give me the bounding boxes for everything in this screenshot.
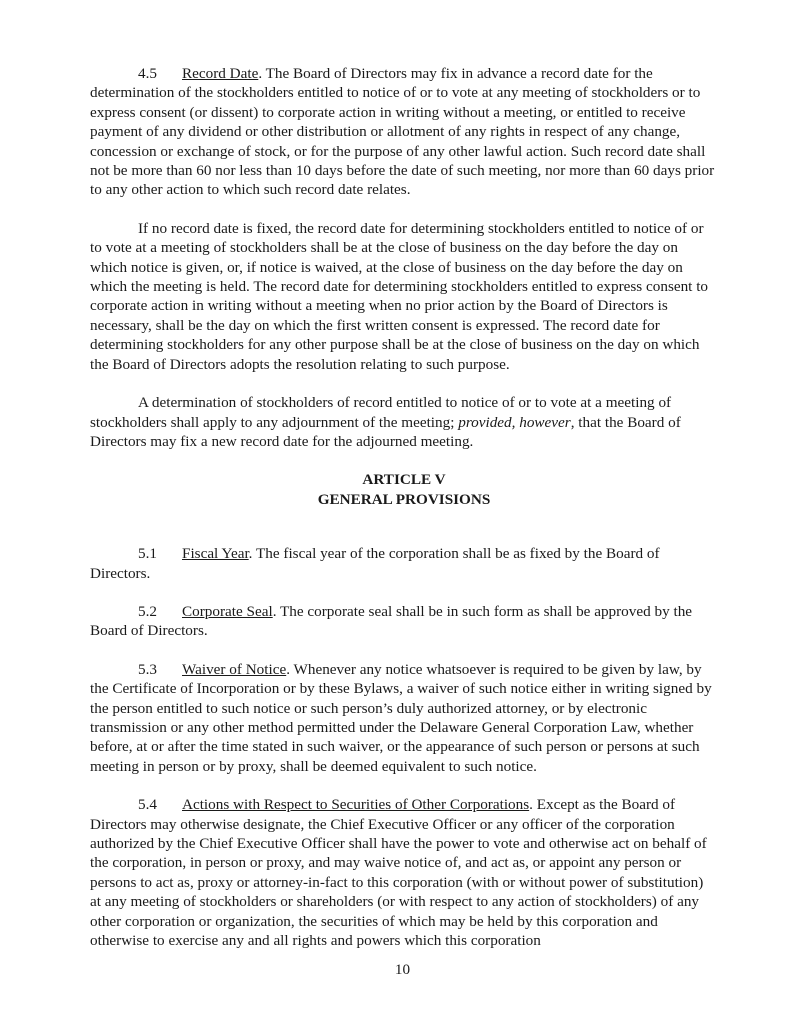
section-title: Corporate Seal — [182, 602, 273, 620]
article-heading — [90, 470, 718, 509]
section-number: 5.4 — [138, 796, 157, 814]
document-page — [90, 64, 718, 969]
section-5-4 — [90, 795, 718, 950]
section-title: Record Date — [182, 65, 259, 82]
section-title: Waiver of Notice — [182, 660, 287, 678]
paragraph-text: If no record date is fixed, the record date for determining stockholders entitled to notice of or to vote at a meeting of stockholders shall be at the close of business on the day before the day on which notice is given, or, if notice is waived, at the close of business on the day before the day on which the meeting is held. The record date for determining stockholders entitled to express consent to corporate action in writing without a meeting when no prior action by the Board of Directors is necessary, shall be the day on which the first written consent is expressed. The record date for determining stockholders for any other purpose shall be at the close of business on the day on which the Board of Directors adopts the resolution relating to such purpose. — [90, 219, 709, 373]
section-number: 4.5 — [138, 65, 157, 82]
section-number: 5.3 — [138, 660, 157, 678]
section-5-3 — [90, 660, 718, 776]
section-text: . The Board of Directors may fix in advance a record date for the determination of the stockholders entitled to notice of or to vote at any meeting of stockholders or to express consent (or dissent) to corporate action in writing without a meeting, or entitled to receive payment of any dividend or other distribution or allotment of any rights in respect of any change, concession or exchange of stock, or for the purpose of any other lawful action. Such record date shall not be more than 60 nor less than 10 days before the date of such meeting, nor more than 60 days prior to any other action to which such record date relates. — [90, 65, 715, 199]
page-number: 10 — [394, 961, 411, 978]
paragraph-text-before: A determination of stockholders of record entitled to notice of or to vote at a meeting of stockholders shall apply to any adjournment of the meeting; — [90, 394, 672, 431]
paragraph-no-record-date — [90, 219, 718, 374]
section-text: . Whenever any notice whatsoever is required to be given by law, by the Certificate of Incorporation or by these Bylaws, a waiver of such notice either in writing signed by the person entitled to such notice or such person’s duly authorized attorney, or by electronic transmission or any other method permitted under the Delaware General Corporation Law, whether before, at or after the time stated in such waiver, or the appearance of such person or persons at such meeting in person or by proxy, shall be deemed equivalent to such notice. — [90, 660, 712, 775]
section-text: . The fiscal year of the corporation shall be as fixed by the Board of Directors. — [90, 545, 660, 582]
section-text: . Except as the Board of Directors may otherwise designate, the Chief Executive Officer or any officer of the corporation authorized by the Chief Executive Officer shall have the power to vote and otherwise act on behalf of the corporation, in person or proxy, and may waive notice of, and act as, or appoint any person or persons to act as, proxy or attorney-in-fact to this corporation (with or without power of substitution) at any meeting of stockholders or shareholders (or with respect to any action of stockholders) of any other corporation or organization, the securities of which may be held by this corporation and otherwise to exercise any and all rights and powers which this corporation — [90, 796, 707, 950]
section-number: 5.2 — [138, 602, 157, 620]
section-title: Actions with Respect to Securities of Other Corporations — [182, 796, 530, 814]
section-text: . The corporate seal shall be in such form as shall be approved by the Board of Directors. — [90, 602, 693, 640]
paragraph-italic: provided, however — [458, 413, 571, 431]
article-title: GENERAL PROVISIONS — [317, 490, 491, 508]
section-number: 5.1 — [138, 545, 157, 563]
section-5-1 — [90, 544, 718, 583]
paragraph-text-after: , that the Board of Directors may fix a new record date for the adjourned meeting. — [90, 413, 681, 450]
section-4-5 — [90, 64, 718, 200]
article-number: ARTICLE V — [362, 471, 446, 489]
paragraph-determination — [90, 393, 718, 451]
section-title: Fiscal Year — [182, 545, 249, 563]
section-5-2 — [90, 602, 718, 641]
